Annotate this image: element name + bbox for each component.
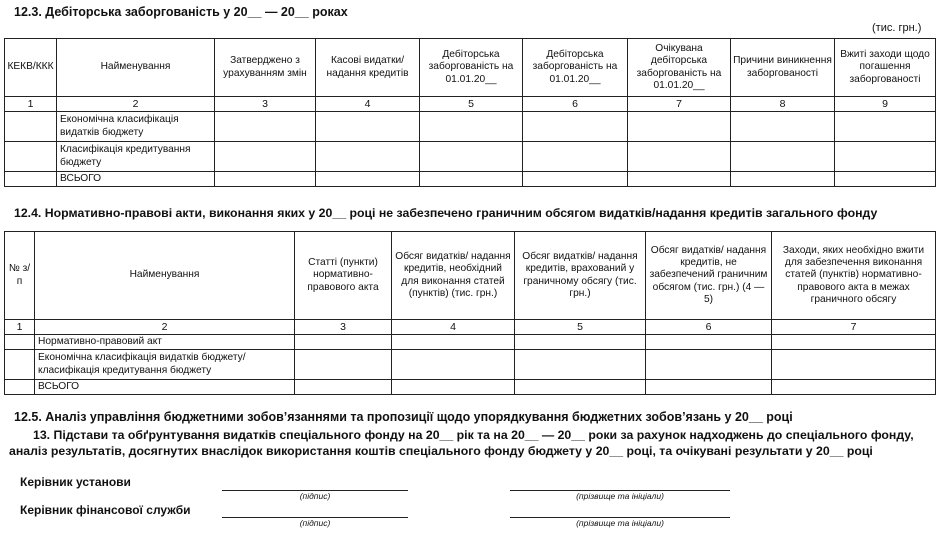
column-number: 5 xyxy=(515,320,646,335)
header-cell: Вжиті заходи щодо погашення заборгованості xyxy=(835,39,936,97)
header-cell: Обсяг видатків/ надання кредитів, врахований у граничному обсягу (тис. грн.) xyxy=(515,232,646,320)
column-number: 2 xyxy=(57,97,215,112)
section-13-line1: 13. Підстави та обґрунтування видатків спеціального фонду на 20__ рік та на 20__ — 20__ роки за рахунок надходжень до спеціального фонду, xyxy=(33,428,914,442)
row-label: Нормативно-правовий акт xyxy=(35,335,295,350)
column-number: 4 xyxy=(392,320,515,335)
column-number: 7 xyxy=(772,320,936,335)
header-cell: Найменування xyxy=(57,39,215,97)
row-label-total: ВСЬОГО xyxy=(57,172,215,187)
table-row xyxy=(5,335,936,350)
column-number: 1 xyxy=(5,97,57,112)
section-12-5-title: 12.5. Аналіз управління бюджетними зобов’язаннями та пропозиції щодо упорядкування бюджетних зобов’язань у 20__ році xyxy=(14,410,793,424)
signature-caption: (підпис) xyxy=(299,518,331,528)
row-label-total: ВСЬОГО xyxy=(35,380,295,395)
header-cell: КЕКВ/ККК xyxy=(5,39,57,97)
header-cell: Заходи, яких необхідно вжити для забезпечення виконання статей (пунктів) нормативно-правового акта в межах граничного обсягу xyxy=(772,232,936,320)
column-number: 5 xyxy=(420,97,523,112)
signature-caption: (підпис) xyxy=(299,491,331,501)
legal-acts-table xyxy=(4,231,936,395)
unit-label: (тис. грн.) xyxy=(872,22,922,34)
header-cell: Очікувана дебіторська заборгованість на 01.01.20__ xyxy=(628,39,731,97)
section-12-4-title: 12.4. Нормативно-правові акти, виконання яких у 20__ році не забезпечено граничним обсягом видатків/надання кредитів загального фонду xyxy=(14,206,878,220)
header-cell: Дебіторська заборгованість на 01.01.20__ xyxy=(420,39,523,97)
header-cell: Причини виникнення заборгованості xyxy=(731,39,835,97)
column-number: 1 xyxy=(5,320,35,335)
header-cell: Дебіторська заборгованість на 01.01.20__ xyxy=(523,39,628,97)
name-caption: (прізвище та ініціали) xyxy=(576,518,664,528)
name-caption: (прізвище та ініціали) xyxy=(576,491,664,501)
table-row-total xyxy=(5,172,936,187)
row-label: Економічна класифікація видатків бюджету xyxy=(57,112,215,142)
column-number: 2 xyxy=(35,320,295,335)
row-label: Класифікація кредитування бюджету xyxy=(57,142,215,172)
column-number-row xyxy=(5,320,936,335)
column-number-row xyxy=(5,97,936,112)
header-cell: Касові видатки/ надання кредитів xyxy=(316,39,420,97)
section-13-line2: аналіз результатів, досягнутих внаслідок використання коштів спеціального фонду бюджету у 20__ році, та очікувані результати у 20__ році xyxy=(9,444,873,458)
header-cell: Обсяг видатків/ надання кредитів, необхідний для виконання статей (пунктів) (тис. грн.) xyxy=(392,232,515,320)
table-header-row xyxy=(5,39,936,97)
finance-signature-label: Керівник фінансової служби xyxy=(20,503,191,517)
table-row xyxy=(5,142,936,172)
header-cell: Статті (пункти) нормативно-правового акта xyxy=(295,232,392,320)
table-row-total xyxy=(5,380,936,395)
column-number: 3 xyxy=(295,320,392,335)
row-label: Економічна класифікація видатків бюджету/ класифікація кредитування бюджету xyxy=(35,350,295,380)
table-row xyxy=(5,112,936,142)
column-number: 6 xyxy=(646,320,772,335)
table-header-row xyxy=(5,232,936,320)
head-signature-label: Керівник установи xyxy=(20,475,131,489)
table-row xyxy=(5,350,936,380)
column-number: 8 xyxy=(731,97,835,112)
section-12-3-title: 12.3. Дебіторська заборгованість у 20__ — 20__ роках xyxy=(14,5,348,19)
header-cell: Найменування xyxy=(35,232,295,320)
column-number: 9 xyxy=(835,97,936,112)
column-number: 4 xyxy=(316,97,420,112)
header-cell: Затверджено з урахуванням змін xyxy=(215,39,316,97)
receivables-table xyxy=(4,38,936,187)
column-number: 3 xyxy=(215,97,316,112)
column-number: 7 xyxy=(628,97,731,112)
column-number: 6 xyxy=(523,97,628,112)
header-cell: № з/п xyxy=(5,232,35,320)
header-cell: Обсяг видатків/ надання кредитів, не забезпечений граничним обсягом (тис. грн.) (4 — 5) xyxy=(646,232,772,320)
